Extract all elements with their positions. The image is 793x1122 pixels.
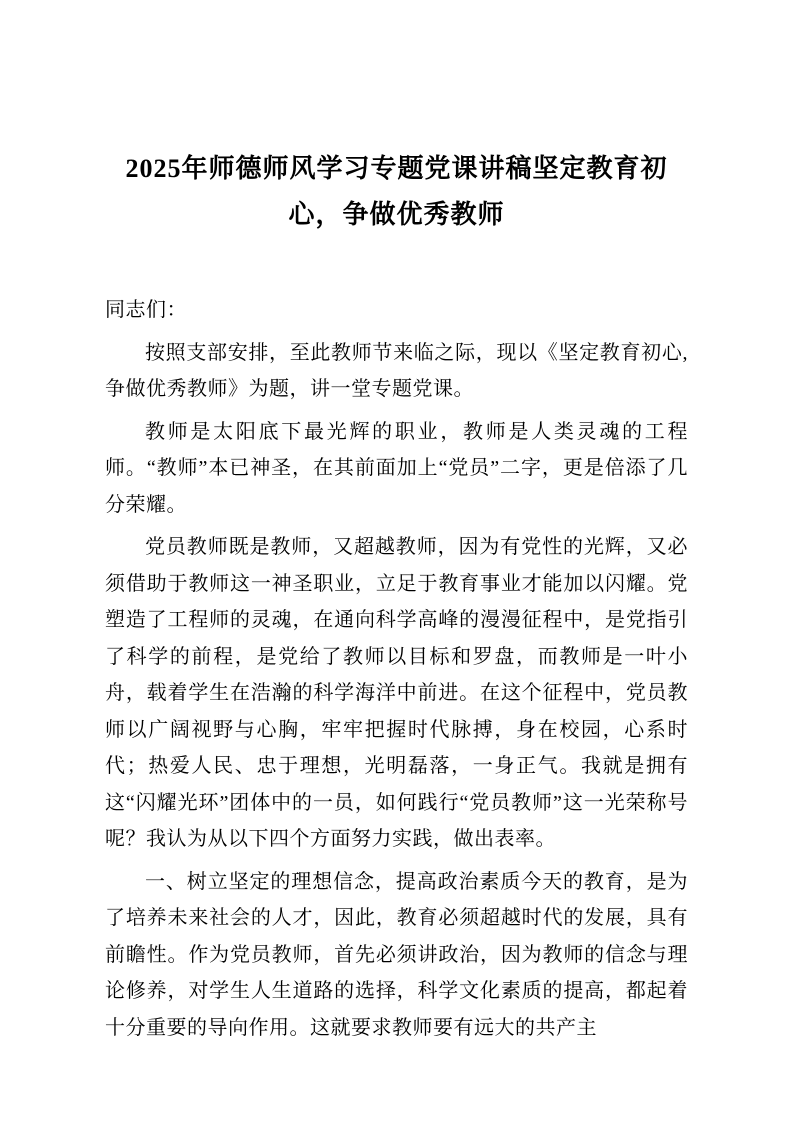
document-title: 2025年师德师风学习专题党课讲稿坚定教育初心，争做优秀教师 (125, 154, 668, 229)
paragraph: 一、树立坚定的理想信念，提高政治素质今天的教育，是为了培养未来社会的人才，因此，教育必须超越时代的发展，具有前瞻性。作为党员教师，首先必须讲政治，因为教师的信念与理论修养，对学生人生道路的选择，科学文化素质的提高，都起着十分重要的导向作用。这就要求教师要有远大的共产主 (105, 870, 688, 1039)
document-body (105, 292, 688, 1046)
paragraph: 同志们： (105, 299, 187, 321)
paragraph: 党员教师既是教师，又超越教师，因为有党性的光辉，又必须借助于教师这一神圣职业，立足于教育事业才能加以闪耀。党塑造了工程师的灵魂，在通向科学高峰的漫漫征程中，是党指引了科学的前程，是党给了教师以目标和罗盘，而教师是一叶小舟，载着学生在浩瀚的科学海洋中前进。在这个征程中，党员教师以广阔视野与心胸，牢牢把握时代脉搏，身在校园，心系时代；热爱人民、忠于理想，光明磊落，一身正气。我就是拥有这“闪耀光环”团体中的一员，如何践行“党员教师”这一光荣称号呢？我认为从以下四个方面努力实践，做出表率。 (105, 536, 688, 850)
paragraph: 教师是太阳底下最光辉的职业，教师是人类灵魂的工程师。“教师”本已神圣，在其前面加上“党员”二字，更是倍添了几分荣耀。 (105, 420, 688, 516)
paragraph: 按照支部安排，至此教师节来临之际，现以《坚定教育初心,争做优秀教师》为题，讲一堂专题党课。 (105, 341, 688, 400)
